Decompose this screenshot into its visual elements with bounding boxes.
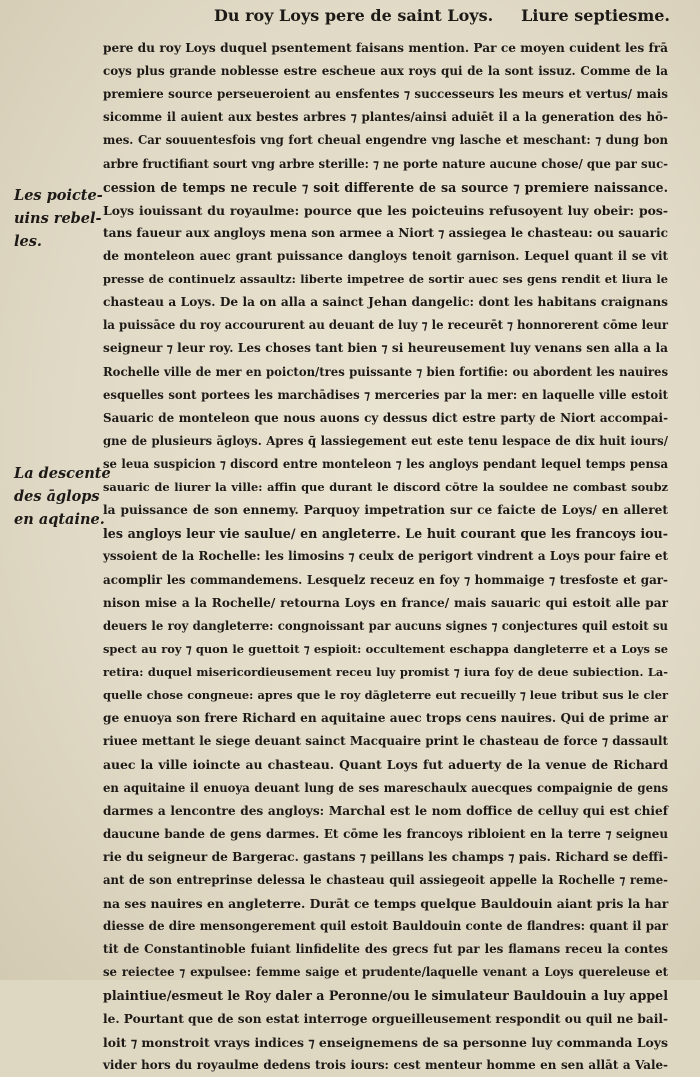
text-line: seigneur ⁊ leur roy. Les choses tant bien ⁊ si heureusement luy venans sen alla a la xyxy=(103,341,668,356)
text-line: sauaric de liurer la ville: affin que durant le discord cōtre la souldee ne combast soubz xyxy=(103,480,668,495)
text-line: tans faueur aux angloys mena son armee a Niort ⁊ assiegea le chasteau: ou sauaric xyxy=(103,225,668,240)
margin-note-line: les. xyxy=(14,233,42,250)
text-line: retira: duquel misericordieusement receu luy promist ⁊ iura foy de deue subiection. La- xyxy=(103,664,668,679)
text-line: pere du roy Loys duquel psentement faisans mention. Par ce moyen cuident les frā xyxy=(103,41,668,55)
margin-note-line: La descente xyxy=(14,465,111,482)
text-line: daucune bande de gens darmes. Et cōme les francoys ribloient en la terre ⁊ seigneu xyxy=(103,826,668,841)
text-line: chasteau a Loys. De la on alla a sainct Jehan dangelic: dont les habitans craignans xyxy=(103,295,668,310)
text-line: se leua suspicion ⁊ discord entre monteleon ⁊ les angloys pendant lequel temps pensa xyxy=(103,456,668,471)
running-title: Du roy Loys pere de saint Loys. xyxy=(214,6,494,25)
margin-note-line: Les poicte- xyxy=(14,187,103,204)
text-line: mes. Car souuentesfois vng fort cheual engendre vng lasche et meschant: ⁊ dung bon xyxy=(103,133,668,148)
text-line: acomplir les commandemens. Lesquelz receuz en foy ⁊ hommaige ⁊ tresfoste et gar- xyxy=(103,572,668,587)
text-line: de monteleon auec grant puissance dangloys tenoit garnison. Lequel quant il se vit xyxy=(103,248,668,263)
text-line: coys plus grande noblesse estre escheue aux roys qui de la sont issuz. Comme de la xyxy=(103,64,668,79)
text-line: ant de son entreprinse delessa le chasteau quil assiegeoit appelle la Rochelle ⁊ reme- xyxy=(103,872,668,887)
text-line: les angloys leur vie saulue/ en angleterre. Le huit courant que les francoys iou- xyxy=(103,526,668,542)
text-line: deuers le roy dangleterre: congnoissant par aucuns signes ⁊ conjectures quil estoit su xyxy=(103,618,668,633)
body-text xyxy=(103,37,668,1077)
text-line: auec la ville ioincte au chasteau. Quant Loys fut aduerty de la venue de Richard xyxy=(103,757,668,773)
margin-note-line: uins rebel- xyxy=(14,210,102,227)
text-line: yssoient de la Rochelle: les limosins ⁊ ceulx de perigort vindrent a Loys pour faire et xyxy=(103,549,668,564)
text-line: tit de Constantinoble fuiant linfidelite des grecs fut par les flamans receu la contes xyxy=(103,942,668,957)
text-line: darmes a lencontre des angloys: Marchal est le nom doffice de celluy qui est chief xyxy=(103,803,668,818)
margin-note-line: en aqtaine. xyxy=(14,511,105,528)
text-line: arbre fructifiant sourt vng arbre sterille: ⁊ ne porte nature aucune chose/ que par suc- xyxy=(103,156,668,171)
text-line: la puissance de son ennemy. Parquoy impetration sur ce faicte de Loys/ en alleret xyxy=(103,503,668,518)
text-line: en aquitaine il enuoya deuant lung de ses mareschaulx auecques compaignie de gens xyxy=(103,780,668,795)
text-line: nison mise a la Rochelle/ retourna Loys en france/ mais sauaric qui estoit alle par xyxy=(103,595,668,610)
text-line: se reiectee ⁊ expulsee: femme saige et prudente/laquelle venant a Loys quereleuse et xyxy=(103,965,668,980)
text-line: Loys iouissant du royaulme: pource que les poicteuins refusoyent luy obeir: pos- xyxy=(103,202,668,218)
text-line: la puissāce du roy accoururent au deuant de luy ⁊ le receurēt ⁊ honnorerent cōme leur xyxy=(103,318,668,333)
text-line: ge enuoya son frere Richard en aquitaine auec trops cens nauires. Qui de prime ar xyxy=(103,711,668,726)
text-line: esquelles sont portees les marchādises ⁊ merceries par la mer: en laquelle ville estoit xyxy=(103,387,668,402)
text-line: quelle chose congneue: apres que le roy dāgleterre eut recueilly ⁊ leue tribut sus le cler xyxy=(103,688,668,703)
text-line: spect au roy ⁊ quon le guettoit ⁊ espioit: occultement eschappa dangleterre et a Loys se xyxy=(103,641,668,656)
margin-note-descente xyxy=(14,462,111,531)
text-line: rie du seigneur de Bargerac. gastans ⁊ peillans les champs ⁊ pais. Richard se deffi- xyxy=(103,849,668,864)
text-line: plaintiue/esmeut le Roy daler a Peronne/ou le simulateur Bauldouin a luy appel xyxy=(103,988,668,1004)
text-line: Rochelle ville de mer en poicton/tres puissante ⁊ bien fortifie: ou abordent les nauires xyxy=(103,364,668,379)
text-line: sicomme il auient aux bestes arbres ⁊ plantes/ainsi aduiēt il a la generation des hō- xyxy=(103,110,668,125)
book-title: Liure septiesme. xyxy=(521,6,670,25)
margin-note-poicteuins xyxy=(14,184,103,253)
text-line: le. Pourtant que de son estat interroge orgueilleusement respondit ou quil ne bail- xyxy=(103,1011,669,1026)
text-line: presse de continuelz assaultz: liberte impetree de sortir auec ses gens rendit et liura le xyxy=(103,272,668,287)
text-line: diesse de dire mensongerement quil estoit Bauldouin conte de flandres: quant il par xyxy=(103,919,668,934)
text-line: na ses nauires en angleterre. Durāt ce temps quelque Bauldouin aiant pris la har xyxy=(103,896,669,912)
text-line: Sauaric de monteleon que nous auons cy dessus dict estre party de Niort accompai- xyxy=(103,410,668,425)
page-header xyxy=(200,4,670,28)
text-line: gne de plusieurs āgloys. Apres q̄ lassiegement eut este tenu lespace de dix huit iours/ xyxy=(103,433,668,448)
margin-note-line: des āglops xyxy=(14,488,100,505)
text-line: cession de temps ne recule ⁊ soit differente de sa source ⁊ premiere naissance. xyxy=(103,179,668,195)
text-line: loit ⁊ monstroit vrays indices ⁊ enseignemens de sa personne luy commanda Loys xyxy=(103,1034,668,1050)
text-line: vider hors du royaulme dedens trois iours: cest menteur homme en sen allāt a Vale- xyxy=(103,1057,668,1072)
text-line: riuee mettant le siege deuant sainct Macquaire print le chasteau de force ⁊ dassault xyxy=(103,734,668,749)
text-line: premiere source perseueroient au ensfentes ⁊ successeurs les meurs et vertus/ mais xyxy=(103,87,668,102)
